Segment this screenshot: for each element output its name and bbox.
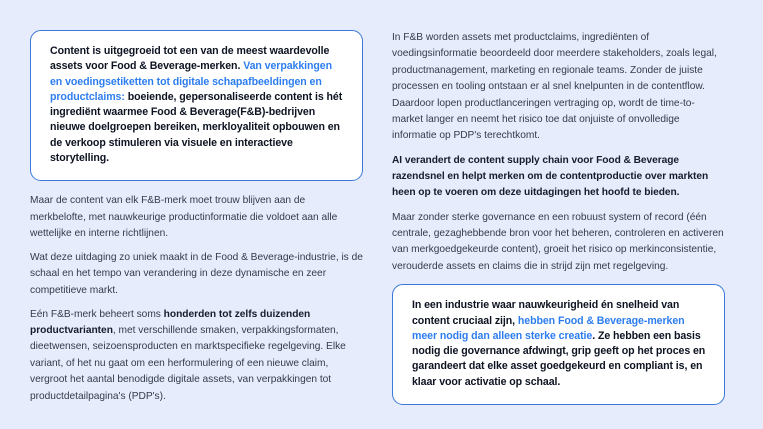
right-paragraph-ai-emphasis: AI verandert de content supply chain voor Food & Beverage razendsnel en helpt merken om de contentproductie over markten heen op te voeren om deze uitdagingen het hoofd te bieden. <box>392 154 709 199</box>
right-paragraph-3: Maar zonder sterke governance en een robuust system of record (één centrale, gezaghebbende bron voor het beheren, controleren en activeren van merkgoedgekeurde content), groeit het risico op merkinconsistentie, verouderde assets en claims die in strijd zijn met regelgeving. <box>392 211 724 272</box>
spacer <box>30 243 363 250</box>
callout-intro-text-part1: Content is uitgegroeid tot een van de meest waardevolle assets voor Food & Beverage-merken. <box>50 45 330 73</box>
spacer <box>30 181 363 193</box>
left-paragraph-3-bold-phrase: honderden tot zelfs duizenden productvarianten <box>30 308 311 336</box>
callout-intro-text <box>50 44 346 166</box>
spacer <box>392 275 725 284</box>
right-column <box>392 30 725 405</box>
right-paragraph-1: In F&B worden assets met productclaims, ingrediënten of voedingsinformatie beoordeeld door meerdere stakeholders, zoals legal, productmanagement, marketing en regionale teams. Zonder de juiste processen en tooling ontstaan er al snel knelpunten in de contentflow. Daardoor lopen productlanceringen vertraging op, wordt de time-to-market langer en neemt het risico toe dat onjuiste of onvolledige informatie op PDP's terechtkomt. <box>392 32 717 142</box>
spacer <box>392 145 725 153</box>
callout-intro-accent-phrase: Van verpakkingen en voedingsetiketten tot digitale schapafbeeldingen en productclaims: <box>50 60 332 103</box>
callout-conclusion-text <box>412 298 708 390</box>
callout-conclusion-accent-phrase: hebben Food & Beverage-merken meer nodig dan alleen sterke creatie <box>412 314 685 342</box>
highlight-callout-intro <box>30 30 363 181</box>
callout-conclusion-text-part1: In een industrie waar nauwkeurigheid én snelheid van content cruciaal zijn, <box>412 299 680 327</box>
callout-conclusion-text-part2: . Ze hebben een basis nodig die governance afdwingt, grip geeft op het proces en garandeert dat elke asset goedgekeurd en compliant is, en klaar voor activatie op schaal. <box>412 329 706 388</box>
highlight-callout-conclusion <box>392 284 725 405</box>
left-paragraph-2: Wat deze uitdaging zo uniek maakt in de Food & Beverage-industrie, is de schaal en het tempo van verandering in deze dynamische en zeer competitieve markt. <box>30 251 363 296</box>
left-paragraph-3-part2: , met verschillende smaken, verpakkingsformaten, dieetwensen, seizoensproducten en marktspecifieke regelgeving. Elke variant, of het nu gaat om een herformulering of een nieuwe claim, vergroot het aantal benodigde digitale assets, van verpakkingen tot productdetailpagina's (PDP's). <box>30 324 346 402</box>
spacer <box>392 202 725 210</box>
spacer <box>30 299 363 306</box>
callout-intro-text-part2: boeiende, gepersonaliseerde content is hét ingrediënt waarmee Food & Beverage(F&B)-bedrijven nieuwe doelgroepen bereiken, merkloyaliteit opbouwen en de verkoop stimuleren via visuele en interactieve storytelling. <box>50 90 343 165</box>
left-paragraph-1: Maar de content van elk F&B-merk moet trouw blijven aan de merkbelofte, met nauwkeurige productinformatie die voldoet aan alle wettelijke en interne richtlijnen. <box>30 195 338 240</box>
left-column <box>30 30 363 405</box>
left-paragraph-3-part1: Eén F&B-merk beheert soms <box>30 308 164 320</box>
left-paragraph-3 <box>30 307 363 405</box>
